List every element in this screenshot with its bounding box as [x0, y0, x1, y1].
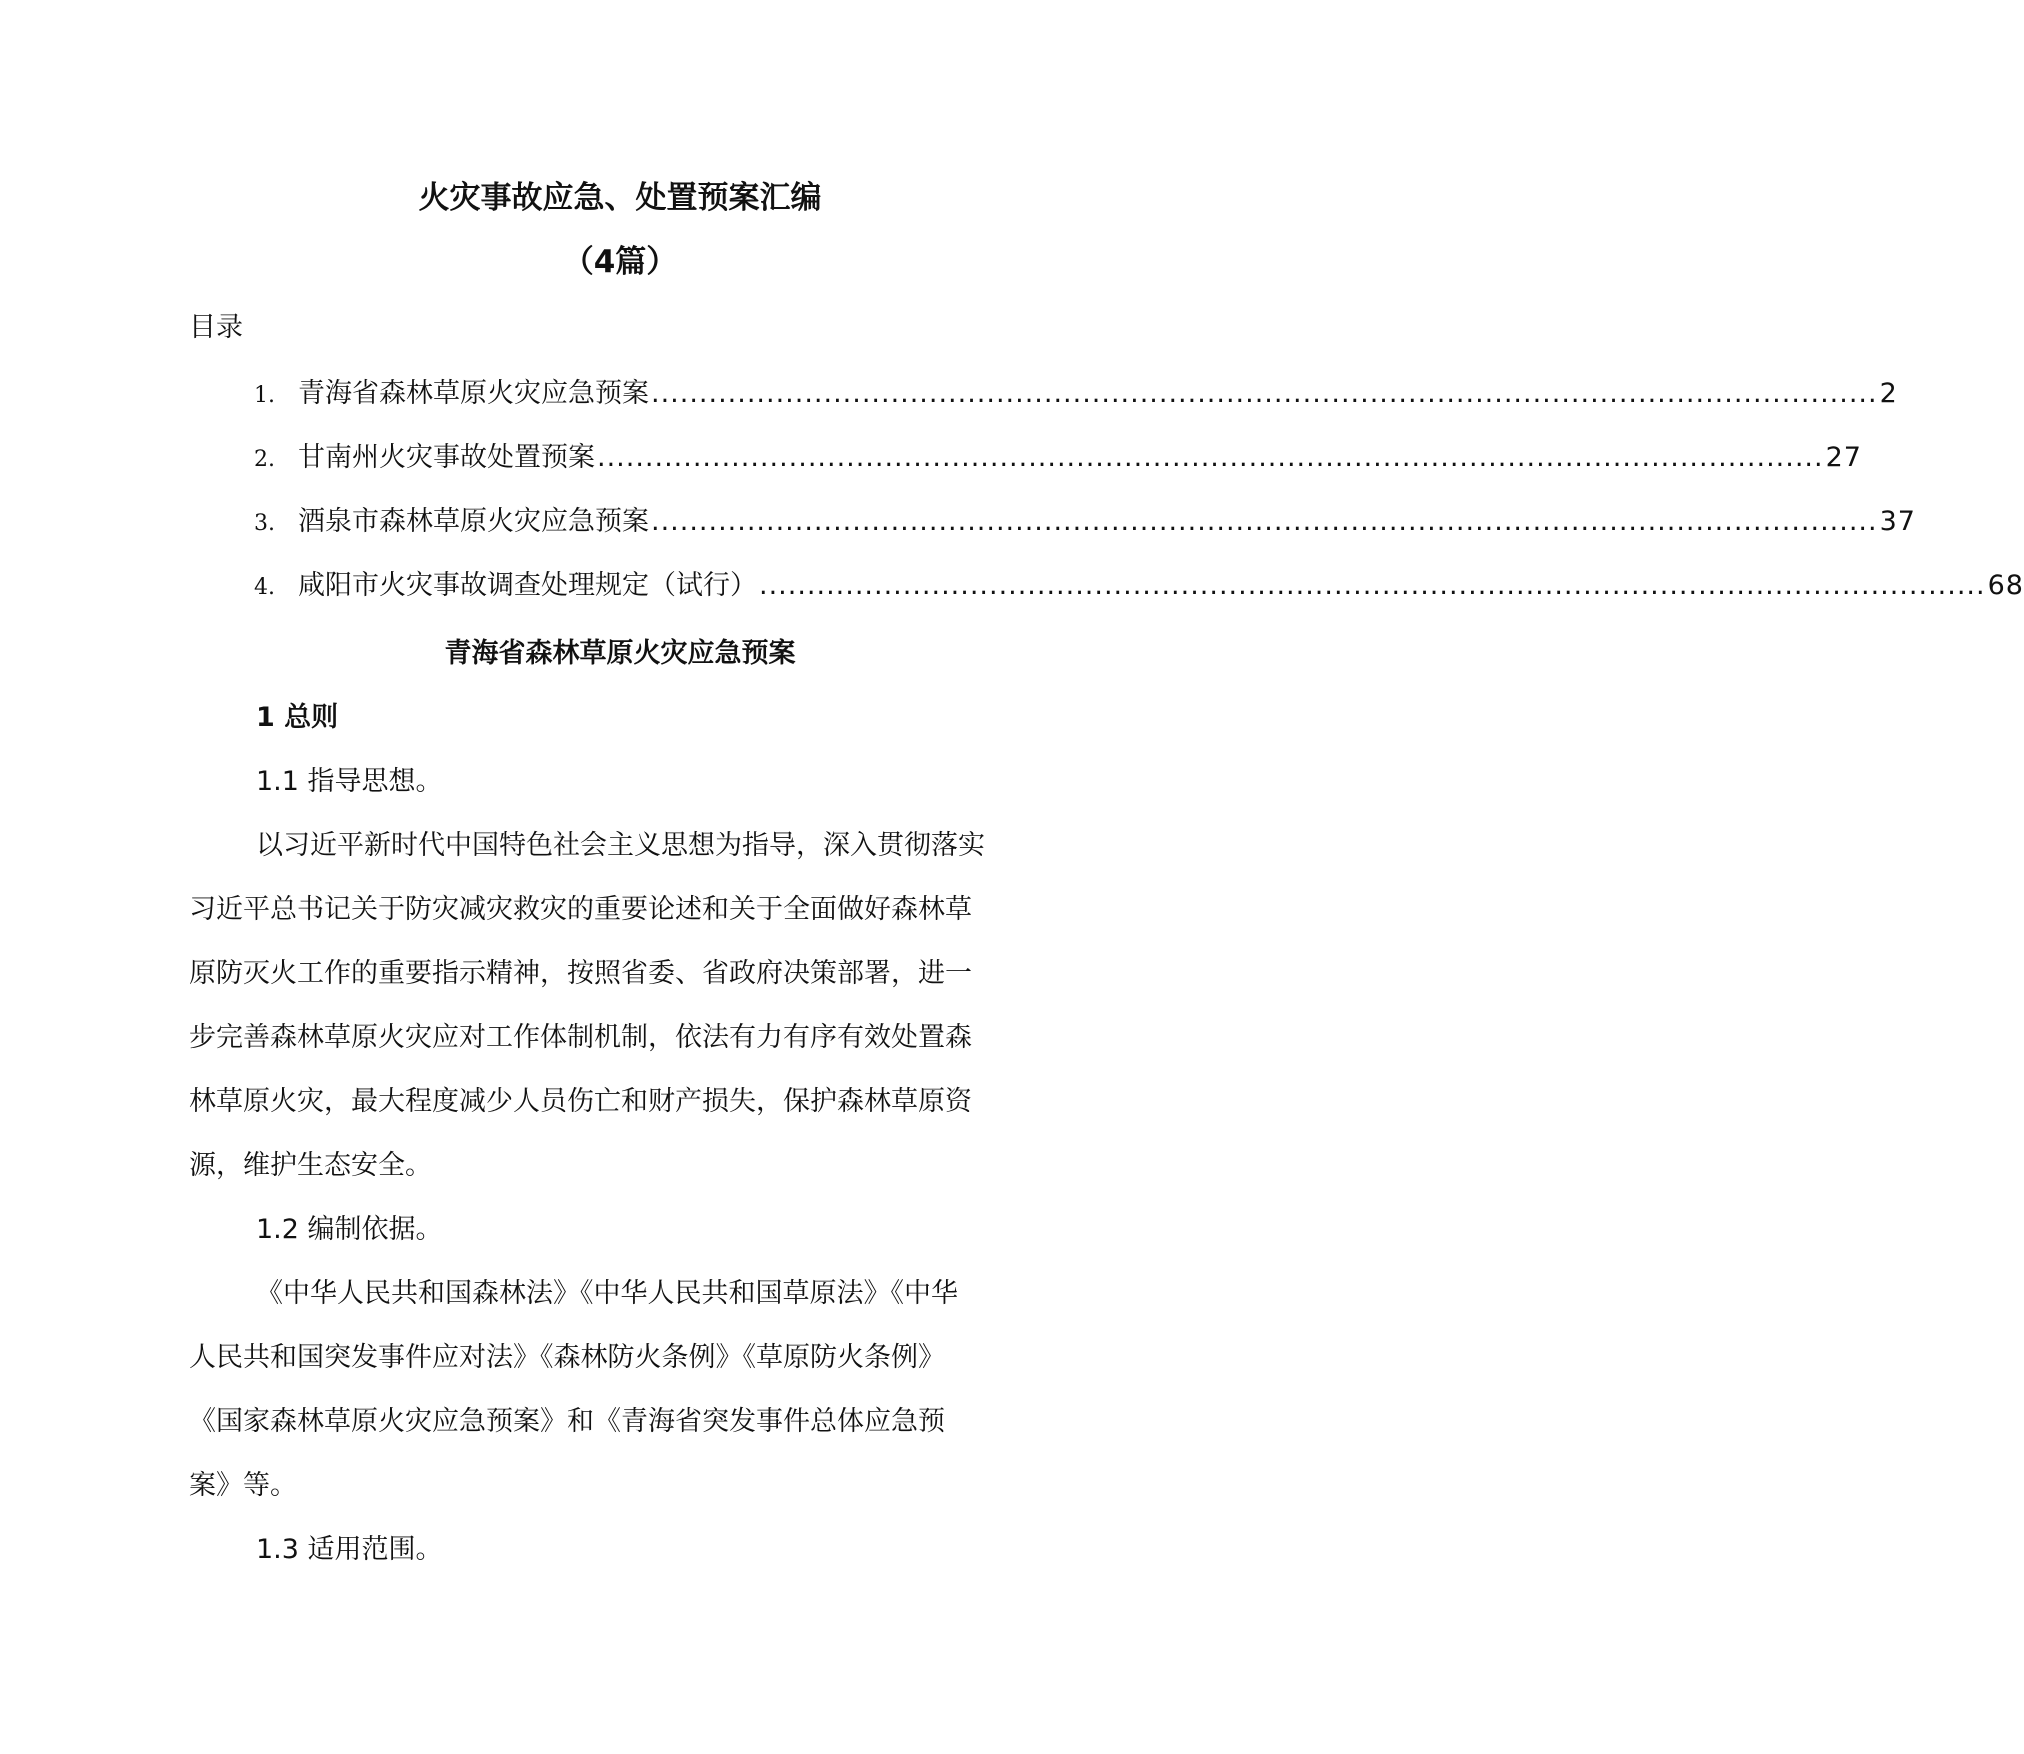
paragraph-line: 《中华人民共和国森林法》《中华人民共和国草原法》《中华 — [256, 1278, 958, 1309]
document-subtitle: （4篇） — [562, 244, 678, 280]
toc-leader-dots: ................................................................................................................................ — [651, 378, 1878, 409]
toc-number: 2. — [254, 447, 275, 472]
toc-entry[interactable] — [254, 502, 1916, 542]
toc-leader-dots: ................................................................................................................................ — [651, 506, 1878, 537]
paragraph-line: 林草原火灾，最大程度减少人员伤亡和财产损失，保护森林草原资 — [189, 1086, 972, 1117]
toc-page-number: 37 — [1879, 506, 1916, 537]
toc-leader-dots: ................................................................................................................................ — [597, 442, 1824, 473]
paragraph-line: 《国家森林草原火灾应急预案》和《青海省突发事件总体应急预 — [189, 1406, 945, 1437]
toc-title: 咸阳市火灾事故调查处理规定（试行） — [298, 570, 757, 601]
toc-number: 4. — [254, 575, 275, 600]
paragraph-line: 人民共和国突发事件应对法》《森林防火条例》《草原防火条例》 — [189, 1342, 945, 1373]
toc-title: 甘南州火灾事故处置预案 — [298, 442, 595, 473]
paragraph-line: 案》等。 — [189, 1470, 297, 1501]
paragraph-line: 原防灭火工作的重要指示精神，按照省委、省政府决策部署，进一 — [189, 958, 972, 989]
paragraph-line: 以习近平新时代中国特色社会主义思想为指导，深入贯彻落实 — [256, 830, 985, 861]
subsection-heading: 1.3 适用范围。 — [256, 1534, 443, 1565]
toc-entry[interactable] — [254, 566, 2024, 606]
toc-page-number: 2 — [1879, 378, 1898, 409]
toc-number: 1. — [254, 383, 275, 408]
document-title: 火灾事故应急、处置预案汇编 — [418, 180, 822, 216]
toc-title: 青海省森林草原火灾应急预案 — [298, 378, 649, 409]
subsection-heading: 1.2 编制依据。 — [256, 1214, 443, 1245]
toc-entry[interactable] — [254, 374, 1898, 414]
paragraph-line: 步完善森林草原火灾应对工作体制机制，依法有力有序有效处置森 — [189, 1022, 972, 1053]
toc-title: 酒泉市森林草原火灾应急预案 — [298, 506, 649, 537]
chapter-heading: 1 总则 — [256, 702, 339, 733]
toc-heading: 目录 — [189, 312, 243, 343]
toc-entry[interactable] — [254, 438, 1862, 478]
paragraph-line: 源，维护生态安全。 — [189, 1150, 432, 1181]
subsection-heading: 1.1 指导思想。 — [256, 766, 443, 797]
toc-number: 3. — [254, 511, 275, 536]
paragraph-line: 习近平总书记关于防灾减灾救灾的重要论述和关于全面做好森林草 — [189, 894, 972, 925]
toc-page-number: 27 — [1825, 442, 1862, 473]
toc-leader-dots: ................................................................................................................................ — [759, 570, 1986, 601]
toc-page-number: 68 — [1987, 570, 2024, 601]
section-title: 青海省森林草原火灾应急预案 — [444, 638, 796, 669]
